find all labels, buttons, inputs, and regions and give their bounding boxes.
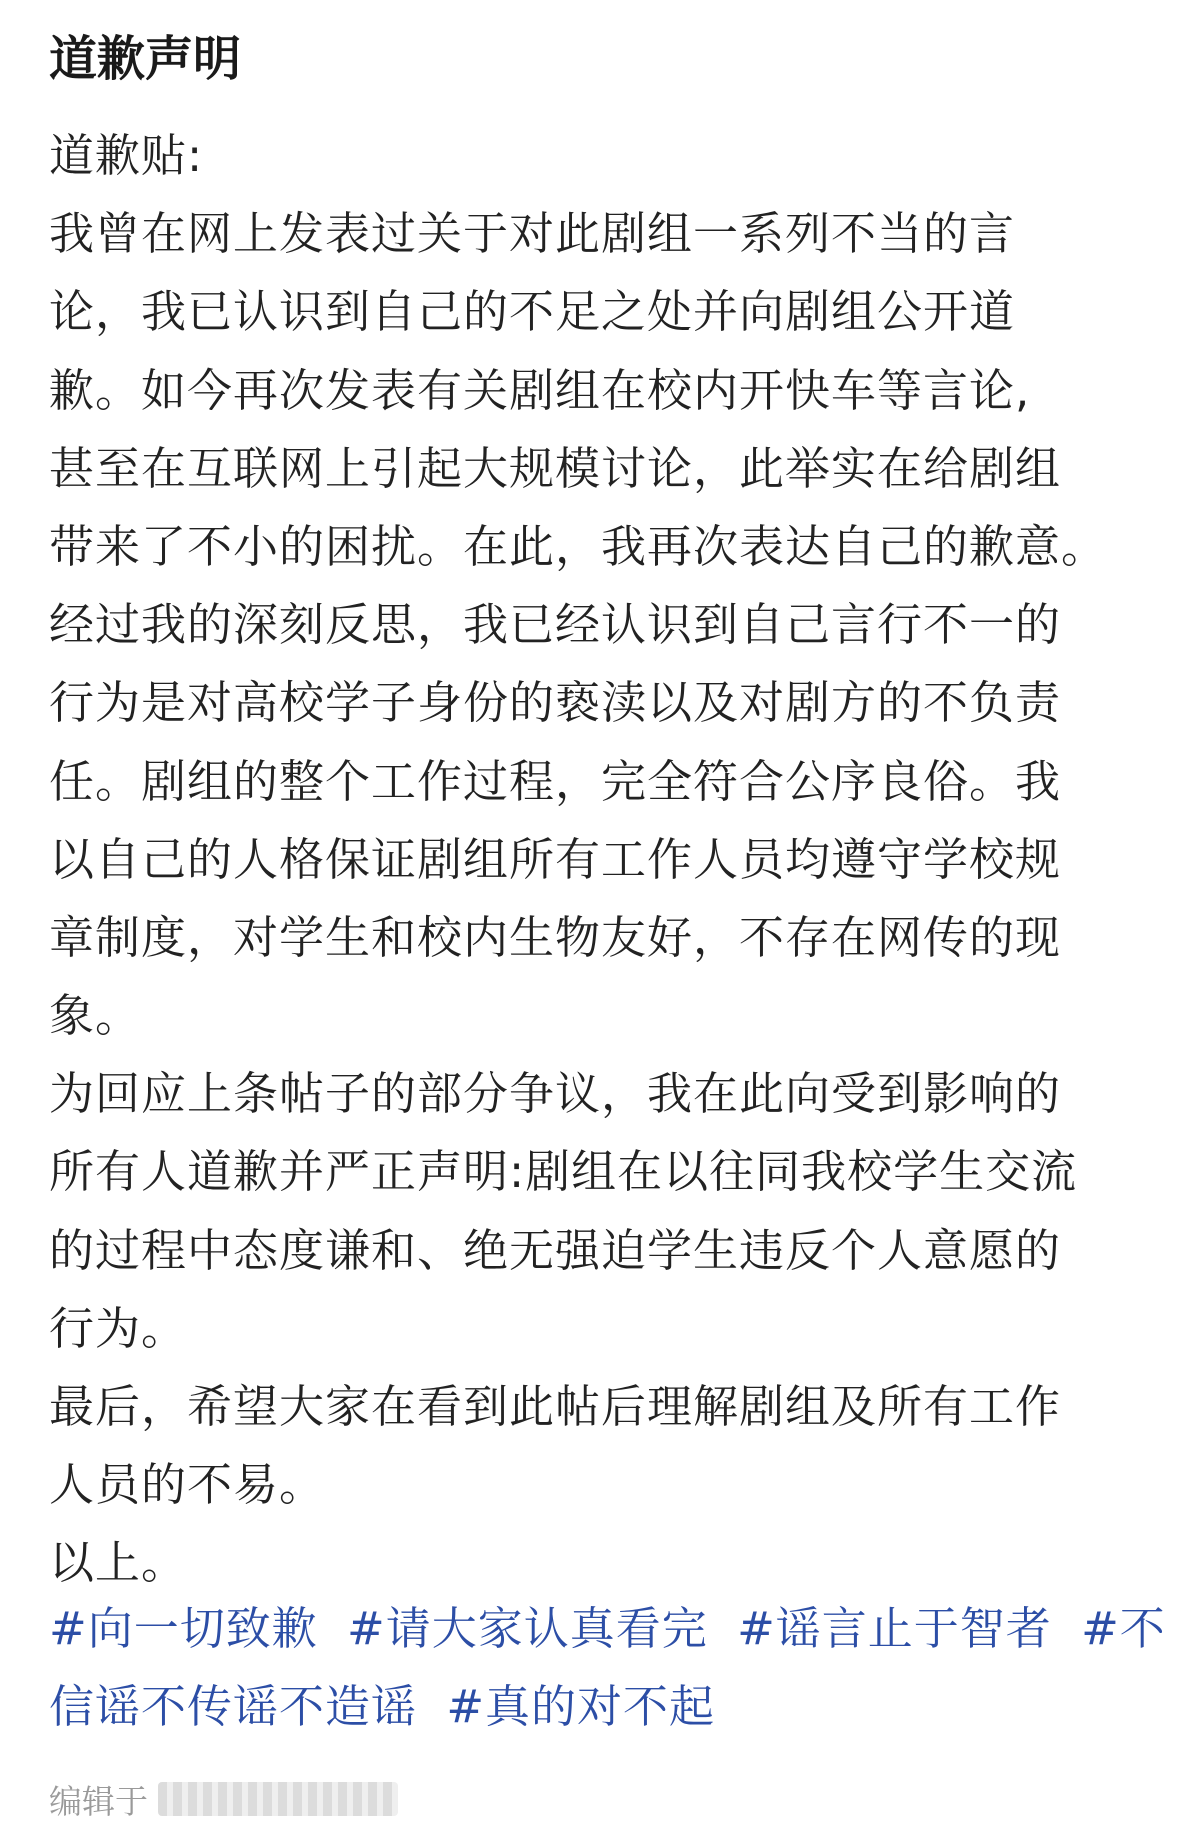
body-line: 章制度，对学生和校内生物友好，不存在网传的现 (49, 910, 1062, 964)
hashtag-link[interactable]: #向一切致歉 (49, 1602, 318, 1655)
body-line: 道歉贴: (49, 129, 204, 182)
redacted-timestamp (158, 1782, 398, 1816)
post-footer (49, 1775, 398, 1823)
body-line: 象。 (49, 989, 142, 1043)
body-line: 行为是对高校学子身份的亵渎以及对剧方的不负责 (49, 676, 1062, 730)
hashtag-link[interactable]: #谣言止于智者 (737, 1602, 1052, 1655)
post-body (49, 117, 1159, 1603)
body-line: 行为。 (49, 1301, 188, 1355)
body-line: 歉。如今再次发表有关剧组在校内开快车等言论, (49, 363, 1031, 417)
body-line: 经过我的深刻反思，我已经认识到自己言行不一的 (49, 598, 1062, 652)
hashtag-link[interactable]: 信谣不传谣不造谣 (49, 1680, 418, 1733)
body-line: 为回应上条帖子的部分争议，我在此向受到影响的 (49, 1067, 1062, 1121)
body-line: 以自己的人格保证剧组所有工作人员均遵守学校规 (49, 832, 1062, 886)
hashtag-link[interactable]: #不 (1081, 1602, 1166, 1655)
body-line: 甚至在互联网上引起大规模讨论，此举实在给剧组 (49, 441, 1062, 495)
body-line: 人员的不易。 (49, 1458, 326, 1512)
body-line: 我曾在网上发表过关于对此剧组一系列不当的言 (49, 207, 1016, 261)
hashtag-line (49, 1668, 1159, 1746)
body-line: 带来了不小的困扰。在此，我再次表达自己的歉意。 (49, 519, 1108, 573)
post-title: 道歉声明 (49, 31, 242, 87)
edited-label: 编辑于 (49, 1781, 148, 1821)
body-line: 任。剧组的整个工作过程，完全符合公序良俗。我 (49, 754, 1062, 808)
hashtag-line (49, 1590, 1166, 1668)
body-line: 以上。 (49, 1536, 188, 1590)
body-line: 最后，希望大家在看到此帖后理解剧组及所有工作 (49, 1380, 1062, 1433)
hashtag-list (49, 1590, 1166, 1746)
hashtag-link[interactable]: #请大家认真看完 (347, 1602, 708, 1655)
body-line: 的过程中态度谦和、绝无强迫学生违反个人意愿的 (49, 1223, 1062, 1277)
body-line: 所有人道歉并严正声明:剧组在以往同我校学生交流 (49, 1145, 1078, 1199)
hashtag-link[interactable]: #真的对不起 (446, 1680, 716, 1733)
body-line: 论，我已认识到自己的不足之处并向剧组公开道 (49, 285, 1016, 339)
